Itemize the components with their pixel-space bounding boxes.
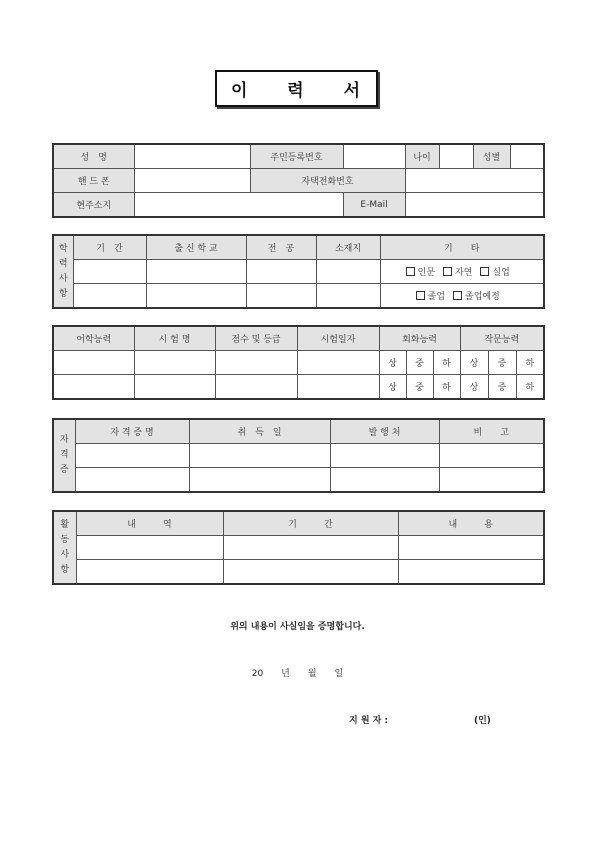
age-field[interactable]: [439, 144, 473, 169]
lang-date-1[interactable]: [297, 351, 379, 375]
speaking-mid-2[interactable]: 중: [406, 375, 433, 400]
lang-score-2[interactable]: [215, 375, 297, 400]
lang-date-2[interactable]: [297, 375, 379, 400]
checkbox-icon: [443, 267, 452, 276]
header-issuer: 발 행 처: [330, 419, 439, 444]
edu-school-2[interactable]: [146, 284, 246, 309]
label-age: 나이: [405, 144, 439, 169]
speaking-high-2[interactable]: 상: [379, 375, 406, 400]
lang-name-1[interactable]: [53, 351, 134, 375]
applicant-label: 지 원 자 :: [349, 716, 389, 726]
header-speaking: 회화능력: [379, 326, 460, 351]
header-language: 어학능력: [53, 326, 134, 351]
cert-name-1[interactable]: [75, 444, 189, 468]
activity-period-1[interactable]: [223, 536, 398, 560]
checkbox-icon: [453, 291, 462, 300]
activities-table: [52, 510, 545, 585]
education-side-label: 학 력 사 항: [53, 235, 73, 308]
edu-location-1[interactable]: [316, 260, 380, 284]
label-gender: 성별: [473, 144, 510, 169]
edu-track-options: [380, 260, 544, 284]
speaking-low-2[interactable]: 하: [433, 375, 460, 400]
certification-statement: 위의 내용이 사실임을 증명합니다.: [230, 622, 365, 632]
edu-school-1[interactable]: [146, 260, 246, 284]
speaking-high-1[interactable]: 상: [379, 351, 406, 375]
label-home-phone: 자택전화번호: [250, 169, 405, 193]
lang-name-2[interactable]: [53, 375, 134, 400]
header-certificate: 자 격 증 명: [75, 419, 189, 444]
header-other: 기 타: [380, 235, 544, 260]
edu-period-1[interactable]: [73, 260, 146, 284]
header-major: 전 공: [246, 235, 316, 260]
address-field[interactable]: [134, 193, 343, 218]
document-title: 이 력 서: [215, 70, 378, 107]
edu-period-2[interactable]: [73, 284, 146, 309]
activity-name-2[interactable]: [76, 560, 223, 585]
label-name: 성 명: [53, 144, 134, 169]
mobile-field[interactable]: [134, 169, 250, 193]
edu-status-options: [380, 284, 544, 309]
header-period: 기 간: [73, 235, 146, 260]
date-line: 20 년 월 일: [251, 669, 344, 679]
option-graduated[interactable]: 졸업: [416, 292, 445, 302]
option-expected[interactable]: 졸업예정: [453, 292, 500, 302]
language-table: [52, 325, 545, 400]
activity-name-1[interactable]: [76, 536, 223, 560]
name-field[interactable]: [134, 144, 250, 169]
cert-date-2[interactable]: [189, 468, 330, 493]
label-address: 현주소지: [53, 193, 134, 218]
cert-name-2[interactable]: [75, 468, 189, 493]
activity-content-2[interactable]: [398, 560, 544, 585]
email-field[interactable]: [405, 193, 544, 218]
lang-exam-1[interactable]: [134, 351, 215, 375]
personal-info-table: [52, 143, 545, 218]
writing-low-1[interactable]: 하: [516, 351, 544, 375]
cert-remarks-2[interactable]: [439, 468, 544, 493]
rrn-field[interactable]: [343, 144, 405, 169]
education-table: [52, 234, 545, 309]
cert-date-1[interactable]: [189, 444, 330, 468]
writing-low-2[interactable]: 하: [516, 375, 544, 400]
checkbox-icon: [416, 291, 425, 300]
checkbox-icon: [480, 267, 489, 276]
checkbox-icon: [406, 267, 415, 276]
label-mobile: 핸 드 폰: [53, 169, 134, 193]
header-writing: 작문능력: [460, 326, 544, 351]
header-location: 소재지: [316, 235, 380, 260]
writing-high-1[interactable]: 상: [460, 351, 488, 375]
edu-major-2[interactable]: [246, 284, 316, 309]
label-rrn: 주민등록번호: [250, 144, 343, 169]
lang-score-1[interactable]: [215, 351, 297, 375]
certificates-side-label: 자 격 증: [53, 419, 75, 492]
writing-high-2[interactable]: 상: [460, 375, 488, 400]
header-activity: 내 역: [76, 511, 223, 536]
activity-content-1[interactable]: [398, 536, 544, 560]
speaking-low-1[interactable]: 하: [433, 351, 460, 375]
label-email: E-Mail: [343, 193, 405, 218]
edu-location-2[interactable]: [316, 284, 380, 309]
header-remarks: 비 고: [439, 419, 544, 444]
home-phone-field[interactable]: [405, 169, 544, 193]
header-score: 점수 및 등급: [215, 326, 297, 351]
writing-mid-1[interactable]: 중: [488, 351, 516, 375]
option-humanities[interactable]: 인문: [406, 268, 435, 278]
writing-mid-2[interactable]: 중: [488, 375, 516, 400]
header-activity-content: 내 용: [398, 511, 544, 536]
lang-exam-2[interactable]: [134, 375, 215, 400]
header-acquired-date: 취 득 일: [189, 419, 330, 444]
speaking-mid-1[interactable]: 중: [406, 351, 433, 375]
header-activity-period: 기 간: [223, 511, 398, 536]
seal-mark: (인): [474, 716, 491, 726]
activities-side-label: 활 동 사 항: [53, 511, 76, 584]
certificates-table: [52, 418, 545, 493]
option-science[interactable]: 자연: [443, 268, 472, 278]
gender-field[interactable]: [510, 144, 544, 169]
header-exam: 시 험 명: [134, 326, 215, 351]
edu-major-1[interactable]: [246, 260, 316, 284]
cert-remarks-1[interactable]: [439, 444, 544, 468]
header-school: 출 신 학 교: [146, 235, 246, 260]
option-vocational[interactable]: 실업: [480, 268, 509, 278]
activity-period-2[interactable]: [223, 560, 398, 585]
cert-issuer-1[interactable]: [330, 444, 439, 468]
header-exam-date: 시험일자: [297, 326, 379, 351]
cert-issuer-2[interactable]: [330, 468, 439, 493]
